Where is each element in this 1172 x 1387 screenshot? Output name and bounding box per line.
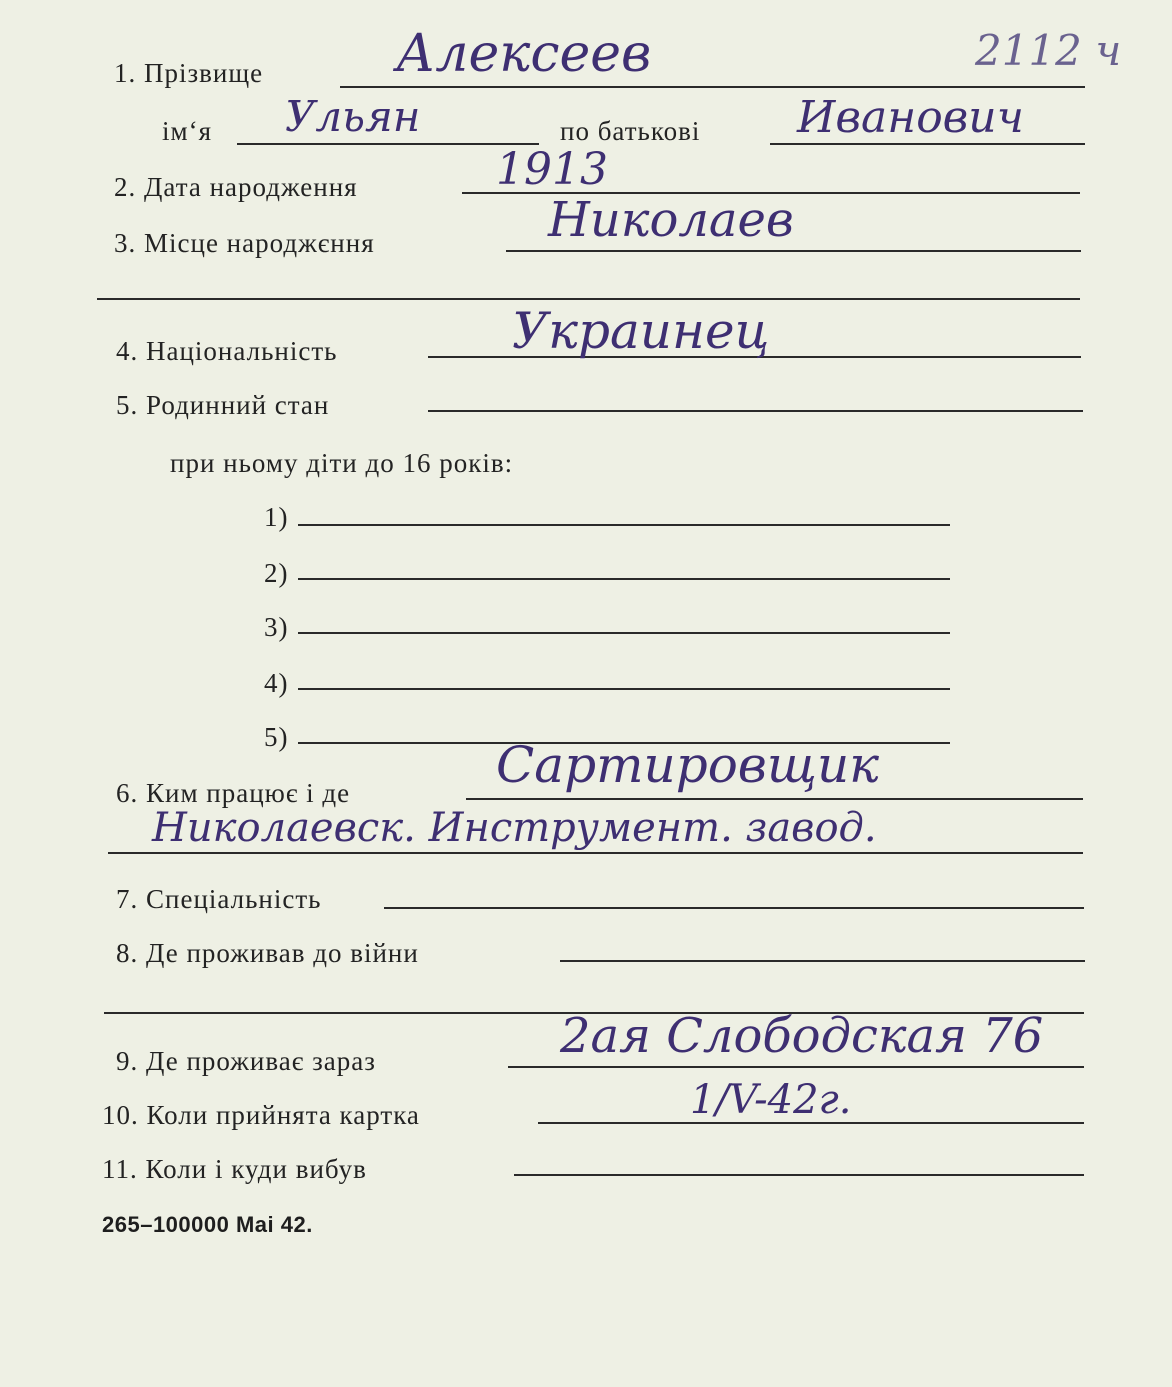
line-child-2: [298, 578, 950, 580]
line-child-4: [298, 688, 950, 690]
line-work: [466, 798, 1083, 800]
label-birth-date: 2. Дата народження: [114, 172, 358, 202]
label-current-residence: 9. Де проживає зараз: [116, 1046, 376, 1076]
value-work-line1: Сартировщик: [496, 736, 880, 794]
label-children: при ньому діти до 16 років:: [170, 448, 514, 478]
label-child-5: 5): [264, 722, 289, 752]
line-specialty: [384, 907, 1084, 909]
label-first-name: ім‘я: [162, 116, 212, 146]
line-child-3: [298, 632, 950, 634]
label-patronymic: по батькові: [560, 116, 701, 146]
label-child-2: 2): [264, 558, 289, 588]
value-work-line2: Николаевск. Инструмент. завод.: [152, 805, 877, 851]
value-record-number: 2112 ч: [975, 26, 1122, 75]
line-surname: [340, 86, 1085, 88]
label-nationality: 4. Національність: [116, 336, 338, 366]
line-birth-place-continued: [97, 298, 1080, 300]
line-departed: [514, 1174, 1084, 1176]
label-work: 6. Ким працює і де: [116, 778, 351, 808]
value-birth-place: Николаев: [548, 192, 794, 248]
label-card-accepted: 10. Коли прийнята картка: [102, 1100, 420, 1130]
value-birth-date: 1913: [496, 144, 608, 195]
value-current-residence: 2ая Слободская 76: [560, 1008, 1044, 1064]
label-child-4: 4): [264, 668, 289, 698]
line-birth-place: [506, 250, 1081, 252]
label-child-3: 3): [264, 612, 289, 642]
value-card-accepted: 1/V-42г.: [690, 1077, 852, 1123]
label-surname: 1. Прізвище: [114, 58, 264, 88]
line-patronymic: [770, 143, 1085, 145]
line-current-residence: [508, 1066, 1084, 1068]
line-work-continued: [108, 852, 1083, 854]
value-first-name: Ульян: [285, 92, 421, 141]
line-prewar-residence: [560, 960, 1085, 962]
line-marital-status: [428, 410, 1083, 412]
label-departed: 11. Коли і куди вибув: [102, 1154, 367, 1184]
label-marital-status: 5. Родинний стан: [116, 390, 330, 420]
print-mark: 265–100000 Mai 42.: [102, 1212, 313, 1237]
label-specialty: 7. Спеціальність: [116, 884, 322, 914]
value-nationality: Украинец: [512, 302, 770, 360]
line-child-1: [298, 524, 950, 526]
line-first-name: [237, 143, 539, 145]
label-birth-place: 3. Місце народжєння: [114, 228, 375, 258]
label-child-1: 1): [264, 502, 289, 532]
value-surname: Алексеев: [396, 24, 652, 84]
label-prewar-residence: 8. Де проживав до війни: [116, 938, 419, 968]
value-patronymic: Иванович: [797, 92, 1025, 143]
